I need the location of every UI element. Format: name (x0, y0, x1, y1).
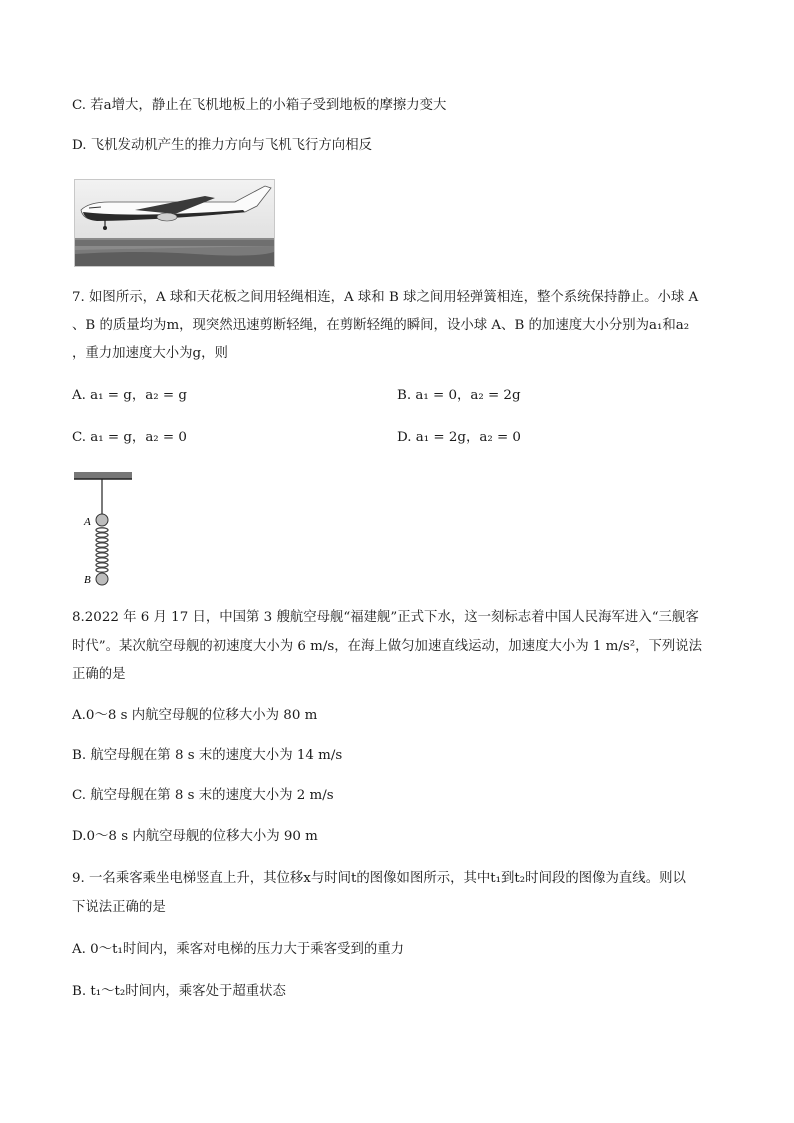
spring-ball-diagram (72, 470, 142, 588)
q8-option-a: A.0～8 s 内航空母舰的位移大小为 80 m (72, 708, 318, 723)
spring-icon (96, 528, 108, 572)
q9-stem-line-2: 下说法正确的是 (72, 900, 166, 915)
q7-option-b: B. a₁ = 0，a₂ = 2g (397, 388, 521, 403)
q9-option-a: A. 0～t₁时间内，乘客对电梯的压力大于乘客受到的重力 (72, 942, 405, 957)
q9-stem-line-1: 9. 一名乘客乘坐电梯竖直上升，其位移x与时间t的图像如图所示，其中t₁到t₂时间段的图像为直线。则以 (72, 871, 686, 886)
q8-option-c: C. 航空母舰在第 8 s 末的速度大小为 2 m/s (72, 788, 334, 803)
airplane-takeoff-icon (75, 180, 274, 266)
q6-option-c: C. 若a增大，静止在飞机地板上的小箱子受到地板的摩擦力变大 (72, 98, 447, 113)
q7-option-a: A. a₁ = g，a₂ = g (72, 388, 187, 403)
airplane-photo (74, 179, 275, 267)
label-b: B (84, 574, 91, 586)
q7-stem-line-2: 、B 的质量均为m，现突然迅速剪断轻绳，在剪断轻绳的瞬间，设小球 A、B 的加速度大小分别为a₁和a₂ (72, 318, 690, 333)
q7-option-d: D. a₁ = 2g，a₂ = 0 (397, 430, 521, 445)
q8-stem-line-3: 正确的是 (72, 667, 126, 682)
label-a: A (84, 516, 91, 528)
q7-stem-line-1: 7. 如图所示，A 球和天花板之间用轻绳相连，A 球和 B 球之间用轻弹簧相连，整个系统保持静止。小球 A (72, 290, 699, 305)
ceiling-icon (74, 472, 132, 479)
q8-stem-line-1: 8.2022 年 6 月 17 日，中国第 3 艘航空母舰“福建舰”正式下水，这一刻标志着中国人民海军进入“三舰客 (72, 610, 699, 625)
q6-option-d: D. 飞机发动机产生的推力方向与飞机飞行方向相反 (72, 138, 372, 153)
q7-option-c: C. a₁ = g，a₂ = 0 (72, 430, 187, 445)
ball-a-icon (96, 514, 108, 526)
ball-b-icon (96, 573, 108, 585)
q9-option-b: B. t₁～t₂时间内，乘客处于超重状态 (72, 984, 286, 999)
q7-stem-line-3: ，重力加速度大小为g，则 (72, 346, 228, 361)
q8-option-d: D.0～8 s 内航空母舰的位移大小为 90 m (72, 829, 318, 844)
q8-option-b: B. 航空母舰在第 8 s 末的速度大小为 14 m/s (72, 748, 343, 763)
q8-stem-line-2: 时代”。某次航空母舰的初速度大小为 6 m/s，在海上做匀加速直线运动，加速度大小为 1 m/s²，下列说法 (72, 639, 703, 654)
